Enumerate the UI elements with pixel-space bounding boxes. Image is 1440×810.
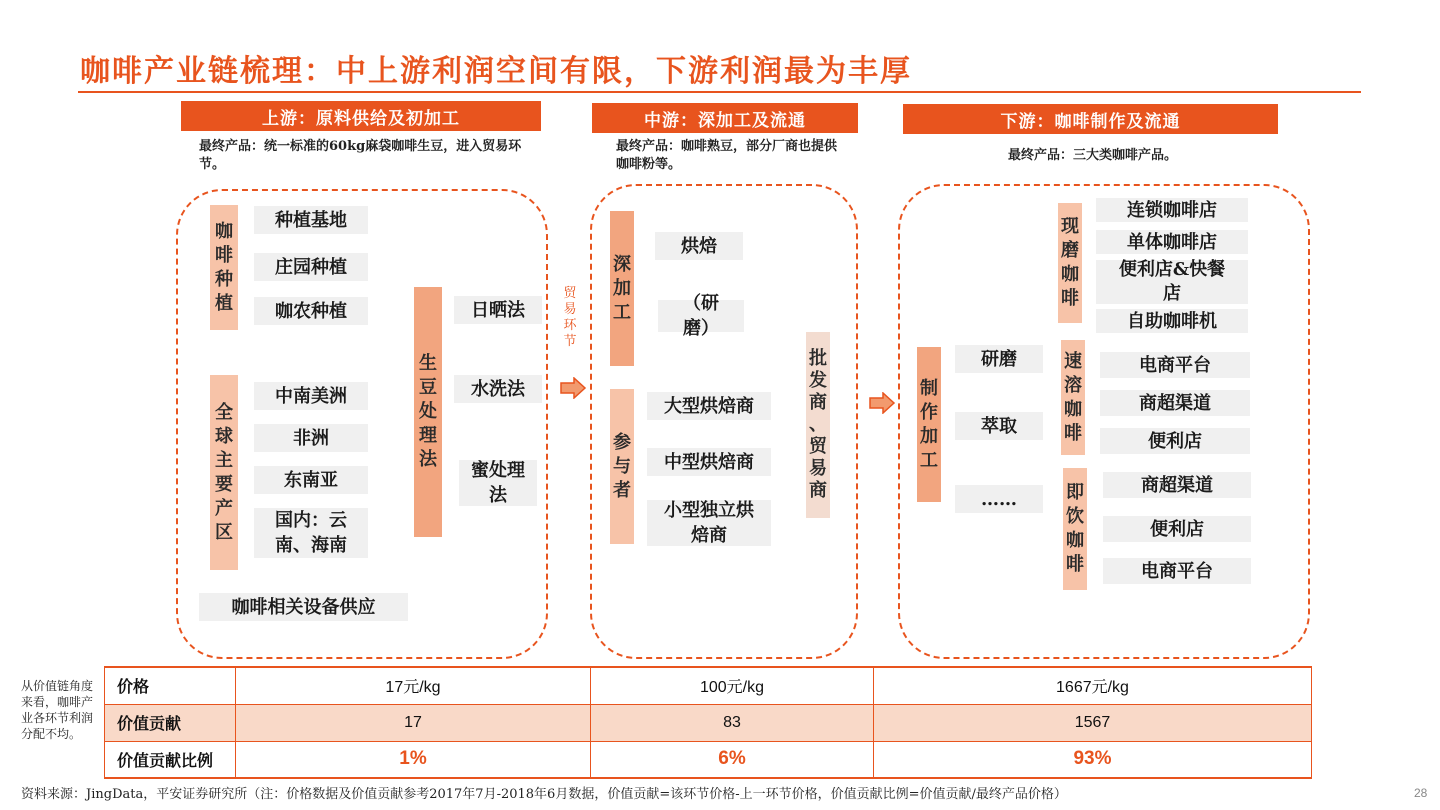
large-roaster: 大型烘焙商	[647, 392, 771, 420]
chain-coffee-shop: 连锁咖啡店	[1096, 198, 1248, 222]
deep-processing-label: 深 加 工	[610, 211, 634, 366]
upstream-final-product: 最终产品：统一标准的60kg麻袋咖啡生豆，进入贸易环节。	[199, 139, 522, 172]
table-row	[105, 704, 1312, 741]
arrow-right-icon	[868, 392, 896, 414]
region-southeast-asia: 东南亚	[254, 466, 368, 494]
value-table	[104, 666, 1312, 779]
table-row	[105, 667, 1312, 704]
washed-method: 水洗法	[454, 375, 542, 403]
table-cell: 93%	[874, 741, 1312, 778]
regions-label: 全 球 主 要 产 区	[210, 375, 238, 570]
table-cell: 17元/kg	[236, 667, 591, 704]
rtd-ecommerce: 电商平台	[1103, 558, 1251, 584]
downstream-final-product: 最终产品：三大类咖啡产品。	[1008, 148, 1178, 163]
grinding-step: 研磨	[955, 345, 1043, 373]
row-label: 价值贡献比例	[105, 741, 236, 778]
trade-link-label: 贸 易 环 节	[563, 286, 577, 349]
participants-label: 参 与 者	[610, 389, 634, 544]
wholesale-trader-label: 批 发 商 、 贸 易 商	[806, 332, 830, 518]
small-independent-roaster: 小型独立烘焙商	[647, 500, 771, 546]
region-domestic: 国内：云南、海南	[254, 508, 368, 558]
downstream-header: 下游：咖啡制作及流通	[903, 104, 1278, 134]
honey-method: 蜜处理法	[459, 460, 537, 506]
region-latin-america: 中南美洲	[254, 382, 368, 410]
instant-supermarket: 商超渠道	[1100, 390, 1250, 416]
midstream-final-product: 最终产品：咖啡熟豆，部分厂商也提供咖啡粉等。	[616, 139, 838, 172]
rtd-coffee-label: 即 饮 咖 啡	[1063, 468, 1087, 590]
making-label: 制 作 加 工	[917, 347, 941, 502]
fresh-coffee-label: 现 磨 咖 啡	[1058, 203, 1082, 323]
midstream-header: 中游：深加工及流通	[592, 103, 858, 133]
arrow-right-icon	[559, 377, 587, 399]
roasting: 烘焙	[655, 232, 743, 260]
estate-planting: 庄园种植	[254, 253, 368, 281]
independent-coffee-shop: 单体咖啡店	[1096, 230, 1248, 254]
instant-convenience: 便利店	[1100, 428, 1250, 454]
table-cell: 1567	[874, 704, 1312, 741]
title-divider	[78, 91, 1361, 93]
planting-label: 咖 啡 种 植	[210, 205, 238, 330]
grinding: （研磨）	[658, 300, 744, 332]
process-label: 生 豆 处 理 法	[414, 287, 442, 537]
rtd-supermarket: 商超渠道	[1103, 472, 1251, 498]
source-note: 资料来源：JingData，平安证券研究所（注：价格数据及价值贡献参考2017年7月-2018年6月数据，价值贡献=该环节价格-上一环节价格，价值贡献比例=价值贡献/最终产品价格）	[21, 787, 1067, 802]
extraction-step: 萃取	[955, 412, 1043, 440]
farmer-planting: 咖农种植	[254, 297, 368, 325]
page-number: 28	[1414, 786, 1428, 800]
table-cell: 6%	[591, 741, 874, 778]
planting-base: 种植基地	[254, 206, 368, 234]
convenience-fastfood: 便利店&快餐店	[1096, 260, 1248, 304]
table-cell: 1667元/kg	[874, 667, 1312, 704]
instant-ecommerce: 电商平台	[1100, 352, 1250, 378]
instant-coffee-label: 速 溶 咖 啡	[1061, 340, 1085, 455]
table-row	[105, 741, 1312, 778]
upstream-header: 上游：原料供给及初加工	[181, 101, 541, 131]
more-steps: ……	[955, 485, 1043, 513]
value-chain-note: 从价值链角度来看，咖啡产业各环节利润分配不均。	[21, 679, 94, 741]
sun-dried-method: 日晒法	[454, 296, 542, 324]
row-label: 价值贡献	[105, 704, 236, 741]
medium-roaster: 中型烘焙商	[647, 448, 771, 476]
table-cell: 17	[236, 704, 591, 741]
rtd-convenience: 便利店	[1103, 516, 1251, 542]
equipment-supply: 咖啡相关设备供应	[199, 593, 408, 621]
table-cell: 83	[591, 704, 874, 741]
table-cell: 100元/kg	[591, 667, 874, 704]
region-africa: 非洲	[254, 424, 368, 452]
page-title: 咖啡产业链梳理：中上游利润空间有限，下游利润最为丰厚	[80, 54, 912, 89]
row-label: 价格	[105, 667, 236, 704]
table-cell: 1%	[236, 741, 591, 778]
self-service-machine: 自助咖啡机	[1096, 309, 1248, 333]
